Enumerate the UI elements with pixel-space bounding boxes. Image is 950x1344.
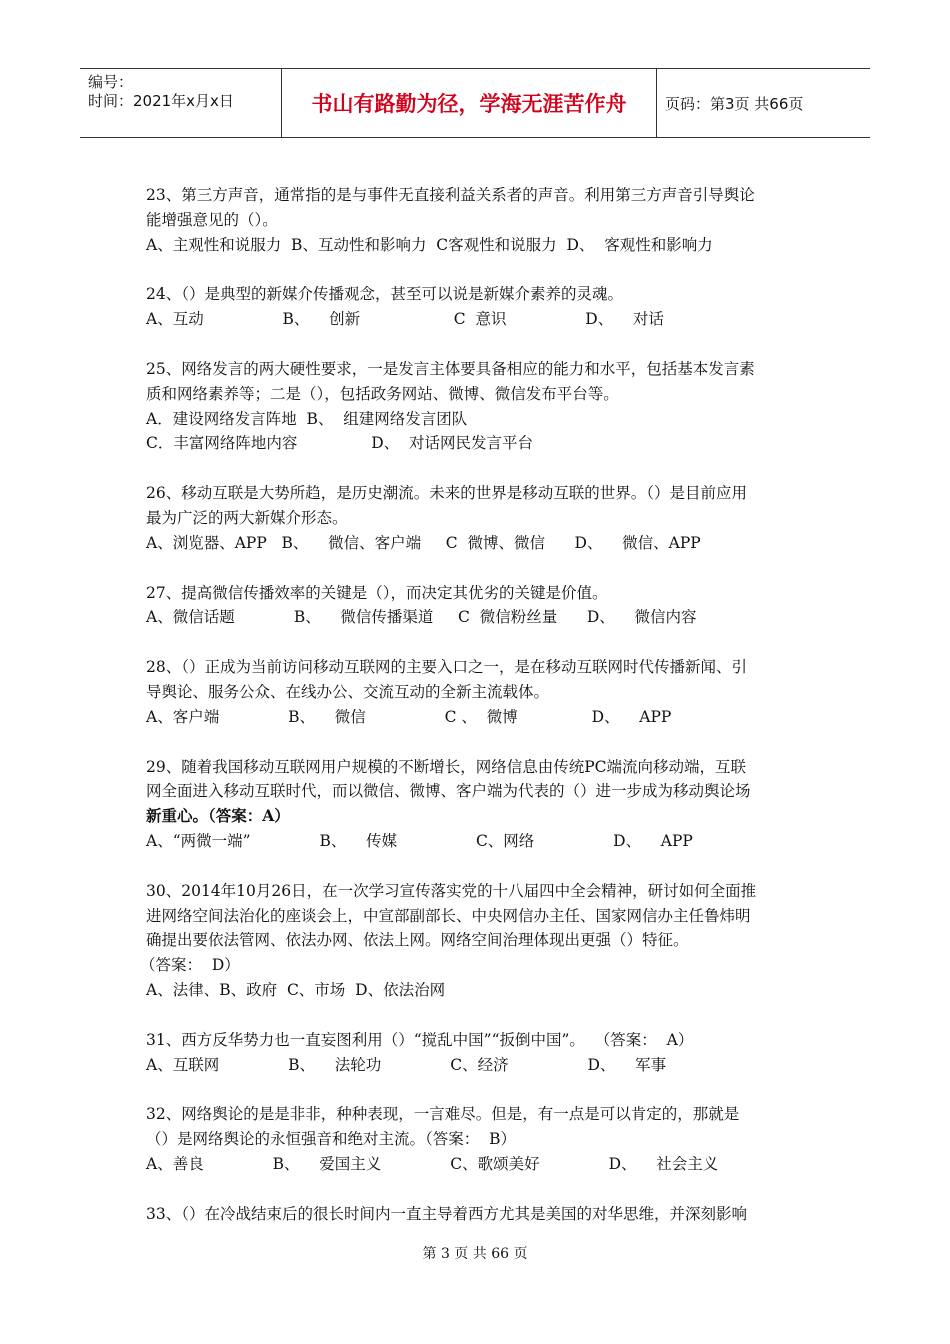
question-options: A、善良 B、 爱国主义 C、歌颂美好 D、 社会主义 bbox=[146, 1154, 719, 1173]
question-31 bbox=[146, 1028, 816, 1078]
question-text-line: 28、（）正成为当前访问移动互联网的主要入口之一，是在移动互联网时代传播新闻、引 bbox=[146, 658, 747, 677]
question-23 bbox=[146, 183, 816, 257]
question-text-line: 最为广泛的两大新媒介形态。 bbox=[146, 508, 348, 527]
question-32 bbox=[146, 1102, 816, 1176]
header-page-info: 页码：第3页 共66页 bbox=[665, 94, 804, 113]
question-options: A、法律、B、政府 C、市场 D、依法治网 bbox=[146, 980, 446, 999]
question-28 bbox=[146, 655, 816, 729]
question-answer-line: （答案： D） bbox=[140, 956, 240, 975]
question-33 bbox=[146, 1202, 816, 1227]
question-options: A、互联网 B、 法轮功 C、经济 D、 军事 bbox=[146, 1055, 667, 1074]
question-text-line: 导舆论、服务公众、在线办公、交流互动的全新主流载体。 bbox=[146, 682, 550, 701]
question-options: A．建设网络发言阵地 B、 组建网络发言团队 bbox=[146, 409, 468, 428]
document-number-label: 编号： bbox=[88, 73, 134, 91]
question-options: C．丰富网络阵地内容 D、 对话网民发言平台 bbox=[146, 434, 534, 453]
document-header bbox=[80, 68, 870, 138]
footer-page-number: 第 3 页 共 66 页 bbox=[422, 1246, 528, 1262]
question-text-line: 能增强意见的（）。 bbox=[146, 210, 278, 229]
question-30 bbox=[140, 879, 816, 1003]
question-text-line: 质和网络素养等；二是（），包括政务网站、微博、微信发布平台等。 bbox=[146, 384, 619, 403]
question-options: A、浏览器、APP B、 微信、客户端 C 微博、微信 D、 微信、APP bbox=[146, 533, 701, 552]
question-text-line: 网全面进入移动互联时代，而以微信、微博、客户端为代表的（）进一步成为移动舆论场 bbox=[146, 782, 751, 801]
question-text-line: 32、网络舆论的是是非非，种种表现，一言难尽。但是，有一点是可以肯定的，那就是 bbox=[146, 1105, 740, 1124]
question-text-line: 进网络空间法治化的座谈会上，中宣部副部长、中央网信办主任、国家网信办主任鲁炜明 bbox=[146, 906, 751, 925]
question-text-line: 25、网络发言的两大硬性要求，一是发言主体要具备相应的能力和水平，包括基本发言素 bbox=[146, 359, 755, 378]
question-options: A、微信话题 B、 微信传播渠道 C 微信粉丝量 D、 微信内容 bbox=[146, 608, 697, 627]
question-text-line: 24、（）是典型的新媒介传播观念，甚至可以说是新媒介素养的灵魂。 bbox=[146, 285, 623, 304]
document-time-label: 时间：2021年x月x日 bbox=[88, 92, 234, 110]
question-list bbox=[140, 183, 816, 1252]
question-text-line: 29、随着我国移动互联网用户规模的不断增长，网络信息由传统PC端流向移动端，互联 bbox=[146, 757, 747, 776]
question-options: A、“两微一端” B、 传媒 C、网络 D、 APP bbox=[146, 831, 693, 850]
question-options: A、互动 B、 创新 C 意识 D、 对话 bbox=[146, 310, 664, 329]
question-24 bbox=[146, 282, 816, 332]
question-text-line: 23、第三方声音，通常指的是与事件无直接利益关系者的声音。利用第三方声音引导舆论 bbox=[146, 186, 755, 204]
question-27 bbox=[146, 581, 816, 631]
question-options: A、客户端 B、 微信 C 、 微博 D、 APP bbox=[146, 707, 672, 726]
question-text-line: 31、西方反华势力也一直妄图利用（）“搅乱中国”“扳倒中国”。 （答案： A） bbox=[146, 1030, 694, 1049]
question-text-line: 33、（）在冷战结束后的很长时间内一直主导着西方尤其是美国的对华思维，并深刻影响 bbox=[146, 1204, 747, 1223]
page-footer bbox=[0, 1243, 950, 1263]
question-text-line: （）是网络舆论的永恒强音和绝对主流。（答案： B） bbox=[146, 1130, 516, 1149]
header-motto: 书山有路勤为径，学海无涯苦作舟 bbox=[311, 92, 627, 116]
header-page-cell bbox=[657, 69, 870, 137]
question-25 bbox=[146, 357, 816, 456]
question-29 bbox=[146, 755, 816, 854]
question-answer-line: 新重心。（答案：A） bbox=[146, 806, 290, 826]
question-text-line: 30、2014年10月26日，在一次学习宣传落实党的十八届四中全会精神，研讨如何全面推 bbox=[146, 881, 757, 900]
header-motto-cell bbox=[282, 69, 657, 137]
question-26 bbox=[146, 481, 816, 555]
question-text-line: 27、提高微信传播效率的关键是（），而决定其优劣的关键是价值。 bbox=[146, 583, 608, 602]
header-meta-cell bbox=[80, 69, 282, 137]
question-options: A、主观性和说服力 B、互动性和影响力 C客观性和说服力 D、 客观性和影响力 bbox=[146, 235, 713, 254]
question-text-line: 26、移动互联是大势所趋，是历史潮流。未来的世界是移动互联的世界。（）是目前应用 bbox=[146, 484, 747, 503]
question-text-line: 确提出要依法管网、依法办网、依法上网。网络空间治理体现出更强（）特征。 bbox=[146, 931, 689, 950]
